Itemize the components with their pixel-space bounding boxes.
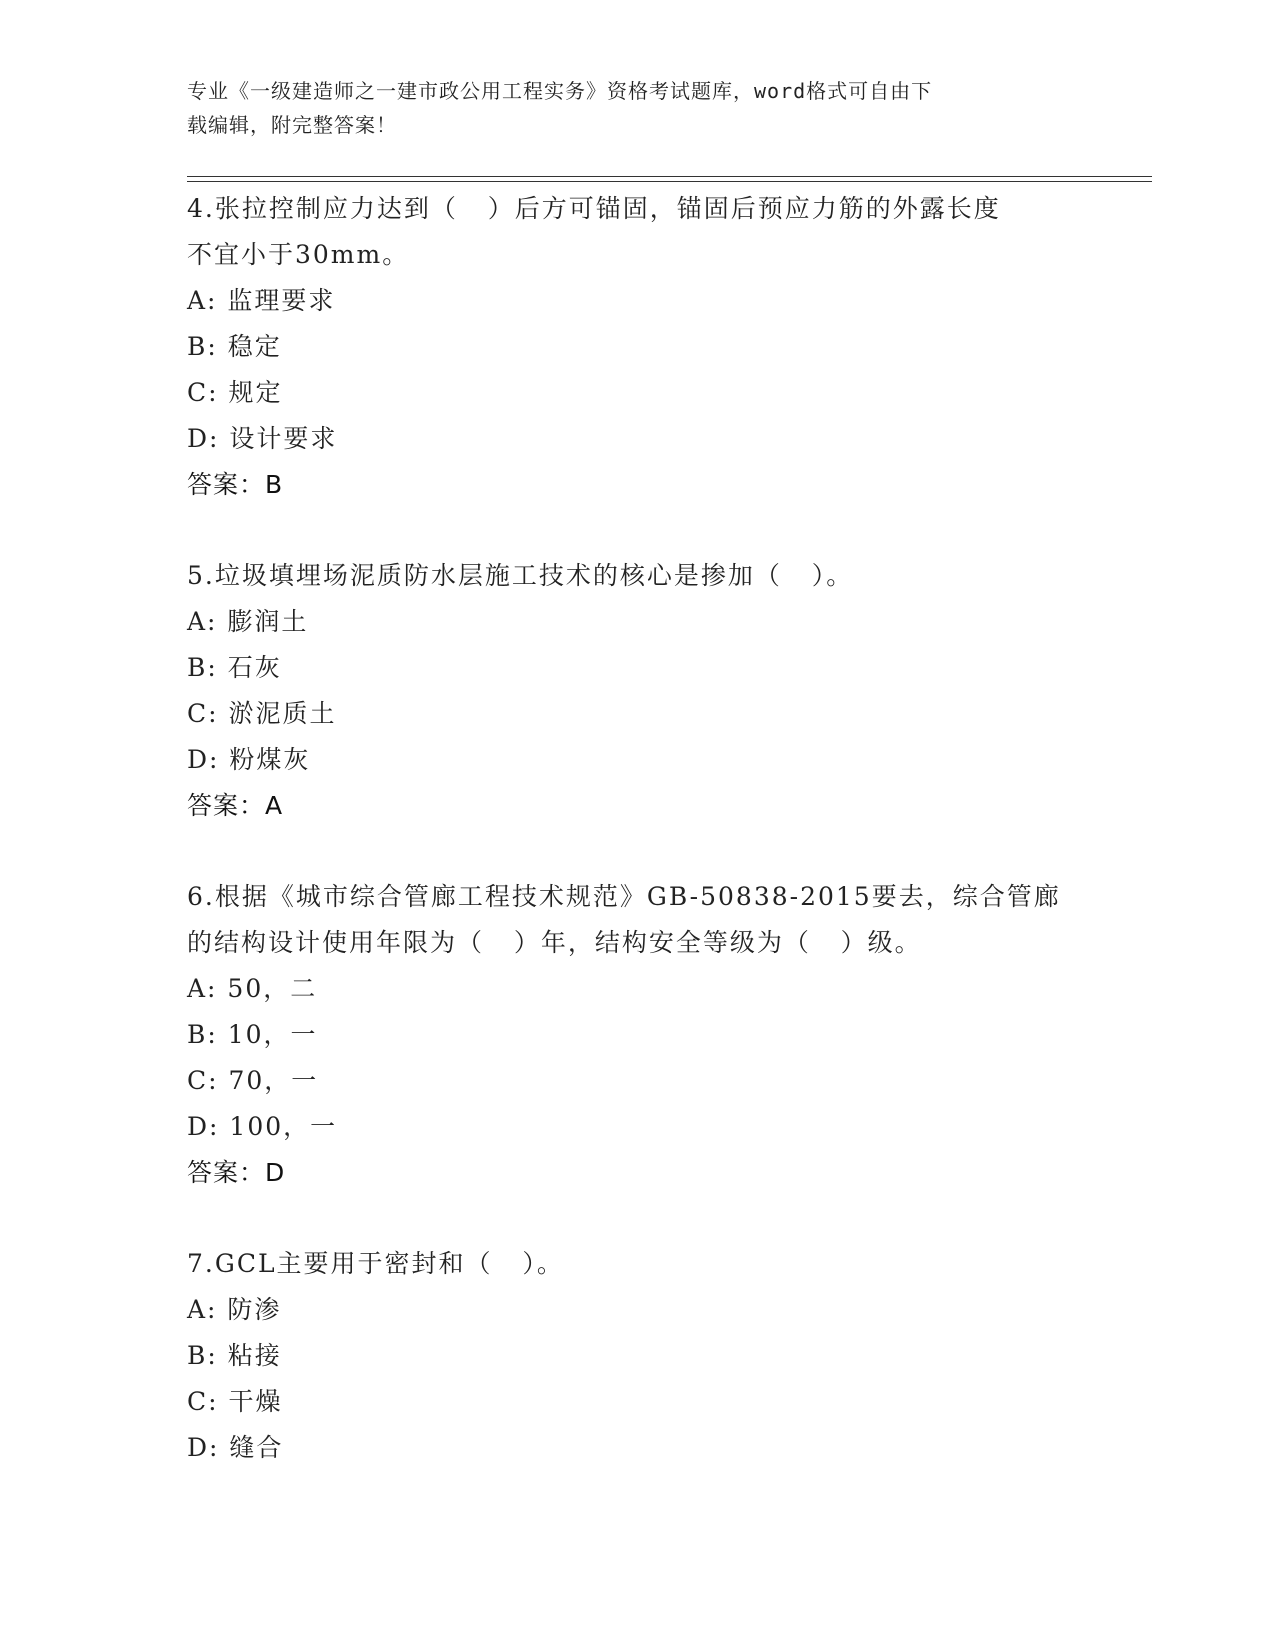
option-b: B: 粘接 <box>187 1341 282 1370</box>
option-b: B: 稳定 <box>187 332 282 361</box>
question-4 <box>187 186 1087 508</box>
option-c: C: 规定 <box>187 378 283 407</box>
question-6 <box>187 874 1087 1196</box>
option-a: A: 50，二 <box>187 974 318 1003</box>
question-stem-continued: 不宜小于30mm。 <box>187 240 410 269</box>
question-7 <box>187 1241 1087 1471</box>
answer-line: 答案：B <box>187 470 284 499</box>
answer-line: 答案：D <box>187 1158 286 1187</box>
option-a: A: 防渗 <box>187 1295 282 1324</box>
option-a: A: 监理要求 <box>187 286 336 315</box>
option-b: B: 石灰 <box>187 653 282 682</box>
question-stem-continued: 的结构设计使用年限为（ ）年，结构安全等级为（ ）级。 <box>187 928 922 957</box>
option-c: C: 70，一 <box>187 1066 319 1095</box>
header-line-2: 载编辑，附完整答案！ <box>187 113 397 137</box>
header-divider-bottom <box>187 181 1152 182</box>
question-stem: 5.垃圾填埋场泥质防水层施工技术的核心是掺加（ ）。 <box>187 561 854 590</box>
question-stem: 6.根据《城市综合管廊工程技术规范》GB-50838-2015要去，综合管廊 <box>187 882 1061 911</box>
option-d: D: 缝合 <box>187 1433 284 1462</box>
option-b: B: 10，一 <box>187 1020 318 1049</box>
question-stem: 7.GCL主要用于密封和（ ）。 <box>187 1249 564 1278</box>
option-d: D: 100，一 <box>187 1112 338 1141</box>
option-c: C: 淤泥质土 <box>187 699 337 728</box>
option-c: C: 干燥 <box>187 1387 283 1416</box>
option-a: A: 膨润土 <box>187 607 309 636</box>
option-d: D: 粉煤灰 <box>187 745 311 774</box>
question-stem: 4.张拉控制应力达到（ ）后方可锚固，锚固后预应力筋的外露长度 <box>187 194 1001 223</box>
header-line-1: 专业《一级建造师之一建市政公用工程实务》资格考试题库，word格式可自由下 <box>187 79 933 103</box>
question-list <box>187 186 1087 1471</box>
question-5 <box>187 553 1087 829</box>
header-divider-top <box>187 176 1152 177</box>
option-d: D: 设计要求 <box>187 424 338 453</box>
answer-line: 答案：A <box>187 791 284 820</box>
document-header <box>187 74 1087 142</box>
